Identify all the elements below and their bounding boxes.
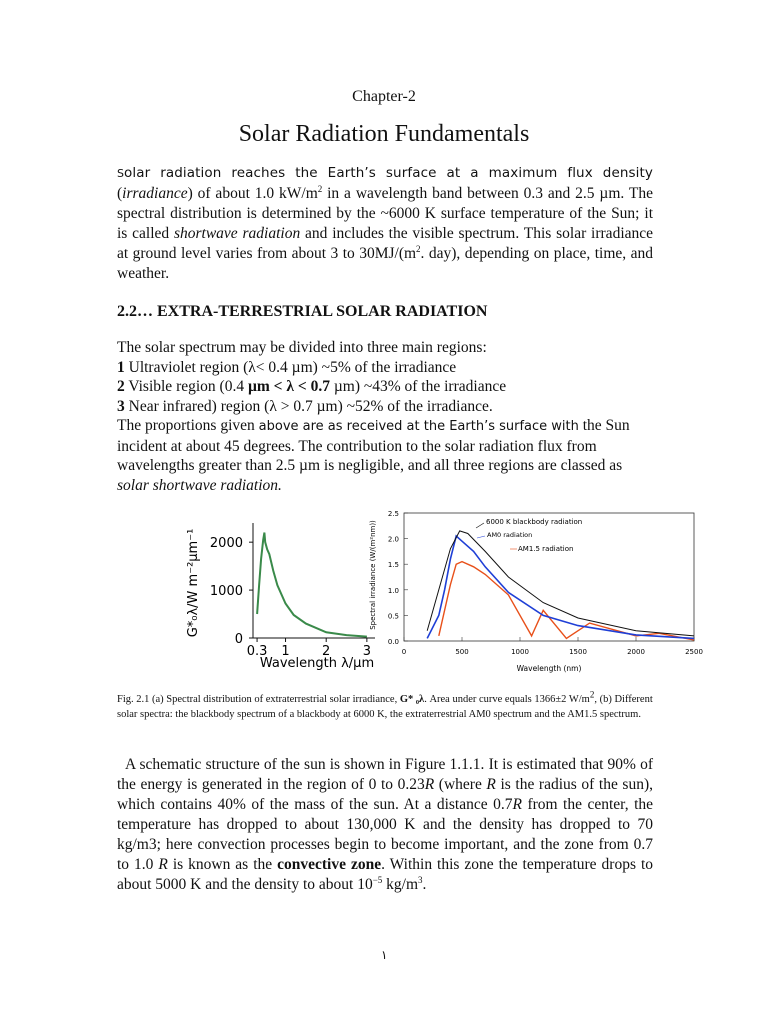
page-title: Solar Radiation Fundamentals	[238, 121, 530, 147]
right-y-tick-label: 2.0	[387, 535, 399, 544]
region-text-bold: µm < λ < 0.7	[247, 378, 330, 395]
region-number: 1	[117, 358, 125, 376]
legend-blackbody: 6000 K blackbody radiation	[486, 518, 583, 526]
text-span: the Sun incident at about 45 degrees. The contribution to the solar radiation flux from wavelengths greater than 2.5 µm is negligible, and all three regions are classed as	[117, 417, 630, 474]
superscript: 2	[589, 689, 595, 700]
text-span: (where	[434, 776, 487, 793]
legend-am15: AM1.5 radiation	[518, 545, 574, 553]
right-y-tick-label: 2.5	[387, 510, 399, 518]
sun-structure-paragraph	[117, 755, 653, 895]
region-text: Visible region (0.4	[124, 378, 248, 395]
figure-2-1	[177, 503, 703, 683]
right-y-ticks	[388, 510, 408, 646]
text-span: kg/m	[382, 876, 419, 893]
intro-paragraph	[117, 163, 653, 284]
text-span: Fig. 2.1 (a) Spectral distribution of extraterrestrial solar irradiance,	[117, 694, 400, 705]
text-span: , (b) Different solar spectra: the blackbody spectrum of a blackbody at 6000 K, the extraterrestrial AM0 spectrum and the AM1.5 spectrum.	[117, 694, 653, 720]
regions-intro: The solar spectrum may be divided into three main regions:	[117, 339, 487, 356]
region-text: Near infrared) region (λ > 0.7 µm) ~52% of the irradiance.	[124, 397, 493, 415]
region-near-infrared	[117, 397, 653, 417]
left-y-tick-label: 0	[234, 632, 243, 647]
text-span: is the radius of the sun), which contains 40% of the mass of the sun. At a distance 0.7	[117, 776, 653, 813]
left-x-tick-label: 2	[322, 644, 331, 659]
irradiance-term: irradiance	[122, 185, 188, 202]
text-span: from the center, the temperature has dropped to about 130,000 K and the density has dropped to 70 kg/m3; here convection processes begin to become important, and the zone from 0.7 to 1.0	[117, 796, 653, 873]
left-y-tick-label: 2000	[209, 536, 243, 552]
series-am15	[439, 562, 694, 640]
page-number: ١	[381, 948, 388, 962]
symbol-r: R	[158, 856, 168, 873]
left-y-axis-label: G*₀λ/W m⁻²µm⁻¹	[186, 528, 201, 638]
right-x-tick-label: 0	[401, 648, 407, 656]
left-x-tick-label: 0.3	[246, 644, 268, 659]
symbol-r: R	[486, 776, 496, 793]
chapter-label: Chapter-2	[352, 88, 416, 105]
spectrum-regions	[117, 338, 653, 495]
right-x-tick-label: 1000	[511, 648, 529, 656]
right-y-tick-label: 1.5	[387, 561, 399, 570]
legend-leader-am0	[477, 536, 485, 538]
right-x-tick-label: 500	[455, 648, 469, 656]
right-x-axis-label: Wavelength (nm)	[516, 664, 582, 673]
text-span: A schematic structure of the sun is shown in Figure 1.1.1. It is estimated that 90% of the energy is generated in the region of 0 to 0.23	[117, 756, 653, 793]
text-span: is known as the	[167, 856, 278, 873]
right-y-tick-label: 1.0	[387, 586, 399, 595]
right-x-tick-label: 1500	[569, 648, 587, 656]
figure-caption	[117, 689, 657, 722]
caption-symbol: G* ₀λ	[399, 694, 425, 705]
left-series-line	[257, 533, 367, 637]
text-span: .	[422, 876, 427, 893]
region-ultraviolet	[117, 358, 653, 378]
symbol-r: R	[424, 776, 435, 793]
region-number: 3	[117, 397, 125, 415]
left-y-tick-label: 1000	[209, 584, 243, 600]
section-heading: 2.2… EXTRA-TERRESTRIAL SOLAR RADIATION	[117, 303, 488, 320]
right-y-tick-label: 0.5	[387, 612, 399, 621]
text-span: . Within this zone the temperature drops to about 5000 K and the density to about 10	[117, 856, 654, 893]
shortwave-term: shortwave radiation	[173, 225, 301, 242]
right-y-tick-label: 0.0	[387, 638, 399, 646]
legend-leader-blackbody	[476, 523, 484, 528]
shortwave-radiation-term: solar shortwave radiation.	[117, 476, 282, 494]
superscript: 2	[317, 183, 323, 194]
right-x-tick-label: 2500	[685, 648, 703, 656]
left-x-tick-label: 3	[362, 644, 372, 659]
text-span: ) of about 1.0 kW/m	[187, 185, 318, 202]
left-x-axis-label: Wavelength λ/µm	[259, 656, 375, 671]
chart-right	[369, 510, 703, 673]
superscript: 3	[418, 874, 423, 885]
left-x-tick-label: 1	[281, 644, 290, 659]
superscript: 2	[416, 243, 421, 254]
region-visible	[117, 377, 653, 397]
proportions-paragraph	[117, 416, 653, 495]
convective-zone-term: convective zone	[277, 856, 382, 873]
text-span: in a wavelength band between 0.3 and 2.5 µm. The spectral distribution is determined by the ~6000 K surface temperature of the Sun; it is called	[117, 185, 653, 242]
symbol-r: R	[512, 796, 522, 813]
region-text: µm) ~43% of the irradiance	[329, 378, 507, 395]
superscript: −5	[372, 874, 383, 885]
region-number: 2	[117, 378, 125, 395]
text-span: The proportions given	[117, 417, 259, 434]
right-x-ticks	[402, 637, 703, 656]
left-y-ticks	[210, 536, 253, 647]
text-span: . Area under curve equals 1366±2 W/m	[424, 694, 590, 705]
text-span: and includes the visible spectrum. This solar irradiance at ground level varies from about 3 to 30MJ/(m	[117, 225, 654, 262]
right-y-axis-label: Spectral irradiance (W/(m²nm))	[369, 520, 377, 630]
right-x-tick-label: 2000	[627, 648, 645, 656]
dropcap-letter: S	[117, 167, 124, 180]
chart-left	[186, 523, 375, 671]
region-text: Ultraviolet region (λ< 0.4 µm) ~5% of the irradiance	[124, 358, 457, 376]
text-span-sans: above are as received at the Earth’s surface with	[258, 419, 579, 434]
intro-lead: olar radiation reaches the Earth’s surface at a maximum flux density	[123, 165, 653, 181]
legend-am0: AM0 radiation	[487, 531, 533, 539]
text-span: (	[117, 185, 123, 202]
text-span: . day), depending on place, time, and weather.	[117, 245, 653, 282]
